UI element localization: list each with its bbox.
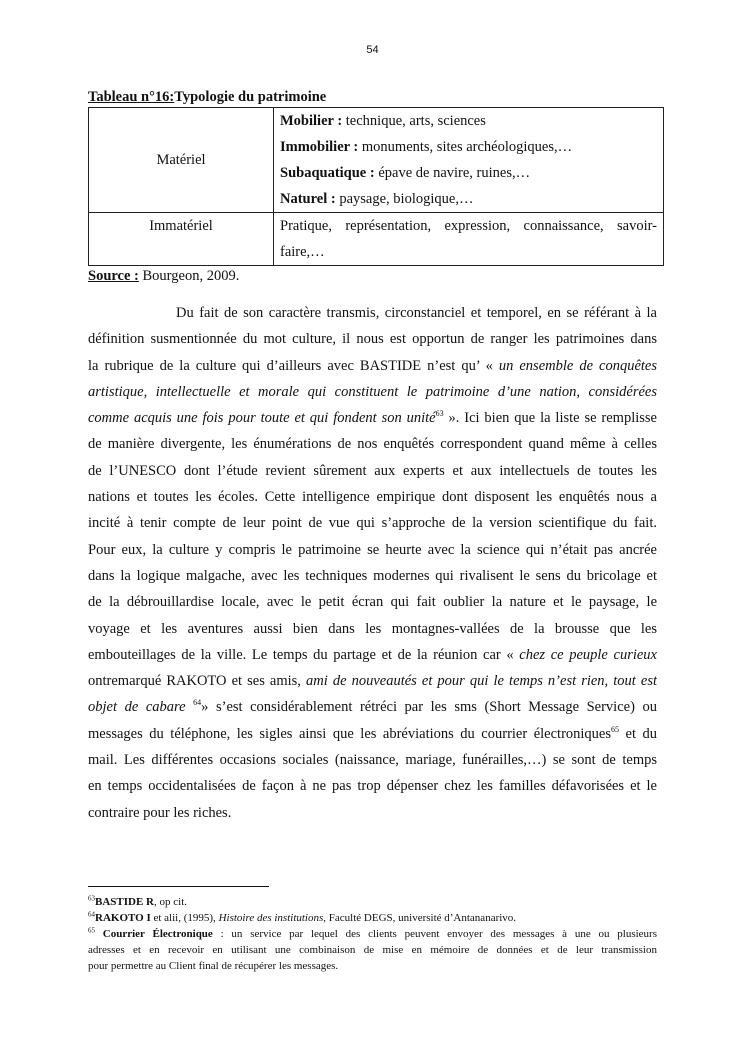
quote-text: un ensemble de conquêtes — [498, 357, 657, 374]
footnote-ref: 65 — [611, 724, 620, 734]
quote-text: artistique, intellectuelle et morale qui constituent le patrimoine d’une nation, considérées — [88, 383, 657, 400]
text-run: contraire pour les riches. — [88, 804, 232, 821]
footnote-number: 63 — [88, 894, 95, 903]
text-run: voyage et les aventures aussi bien dans les montagnes-vallées de la brousse que les — [88, 620, 657, 637]
paragraph-line — [88, 510, 657, 536]
text-run: messages du téléphone, les sigles ainsi que les abréviations du courrier électroniques — [88, 725, 612, 742]
text-run: définition susmentionnée du mot culture, il nous est opportun de ranger les patrimoines dans — [88, 331, 657, 348]
page-number: 54 — [366, 44, 379, 56]
items-cell — [274, 213, 664, 266]
item-label: Mobilier : — [280, 113, 343, 129]
paragraph-line — [88, 589, 657, 615]
item-text: technique, arts, sciences — [342, 113, 486, 129]
quote-text: chez ce peuple curieux — [519, 646, 657, 663]
text-run: dans la logique malgache, avec les techniques modernes qui rivalisent le sens du bricolage et — [88, 567, 657, 584]
quote-text: ami de nouveautés et pour qui le temps n’est rien, tout est — [306, 673, 657, 690]
body-paragraph — [88, 300, 657, 826]
footnote-text: pour permettre au Client final de récupérer les messages. — [88, 960, 339, 972]
heritage-typology-table — [88, 107, 664, 266]
text-run: en temps occidentalisées de façon à ne pas trop dépenser chez les familles défavorisées et le — [88, 778, 657, 795]
paragraph-line — [88, 747, 657, 773]
category-text: Immatériel — [149, 218, 213, 234]
footnote-ref: 64 — [193, 698, 202, 708]
category-cell: Matériel — [89, 108, 274, 213]
paragraph-line — [88, 537, 657, 563]
source-label: Source : — [88, 268, 139, 284]
paragraph-line — [88, 353, 657, 379]
footnote — [88, 910, 657, 926]
footnote-author: Courrier Électronique — [95, 928, 213, 940]
footnote-text: et alii, (1995), — [150, 912, 219, 924]
table-source — [88, 268, 239, 285]
footnote-title: Histoire des institutions — [218, 912, 324, 924]
item-label: Naturel : — [280, 191, 336, 207]
text-run: Pour eux, la culture y compris le patrimoine se heurte avec la science qui n’était pas ancrée — [88, 541, 657, 558]
table-number: Tableau n°16: — [88, 89, 175, 105]
items-cell — [274, 108, 664, 213]
paragraph-line — [88, 405, 657, 431]
text-run: de manière divergente, les énumérations de nos enquêtés correspondent quand même à celles — [88, 436, 657, 453]
footnote-text: , op cit. — [154, 896, 187, 908]
footnote — [88, 958, 657, 974]
paragraph-line — [88, 668, 657, 694]
footnote — [88, 942, 657, 958]
footnote-text: adresses et en recevoir en utilisant une combinaison de mise en mémoire de données et de leur transmission — [88, 944, 657, 956]
text-run: ». Ici bien que la liste se remplisse — [443, 410, 657, 427]
text-run: embouteillages de la ville. Le temps du partage et de la réunion car « — [88, 646, 520, 663]
paragraph-line — [88, 721, 657, 747]
paragraph-line — [88, 300, 657, 326]
paragraph-line — [88, 379, 657, 405]
paragraph-line — [88, 326, 657, 352]
footnote — [88, 894, 657, 910]
paragraph-line — [88, 458, 657, 484]
text-run: ontremarqué RAKOTO et ses amis, — [88, 673, 306, 690]
item-text: épave de navire, ruines,… — [374, 165, 531, 181]
text-run: de la débrouillardise locale, avec le petit écran qui fait oublier la nature et le paysage, le — [88, 594, 657, 611]
table-row — [89, 213, 664, 266]
table-title-text: Typologie du patrimoine — [174, 89, 327, 105]
item-label: Subaquatique : — [280, 165, 375, 181]
text-run: de l’UNESCO dont l’étude revient sûrement aux experts et aux intellectuels de toutes les — [88, 462, 657, 479]
paragraph-line — [88, 563, 657, 589]
footnote-text: , Faculté DEGS, université d’Antananarivo. — [323, 912, 517, 924]
item-text: Pratique, représentation, expression, connaissance, savoir- — [280, 218, 657, 234]
quote-text: comme acquis une fois pour toute et qui fondent son unité — [88, 410, 436, 427]
item-text: faire,… — [280, 244, 325, 260]
footnote-ref: 63 — [435, 409, 444, 419]
paragraph-line — [88, 642, 657, 668]
text-run: nations et toutes les écoles. Cette intelligence empirique dont disposent les enquêtés nous a — [88, 489, 657, 506]
paragraph-line — [88, 800, 657, 826]
item-text: paysage, biologique,… — [335, 191, 474, 207]
paragraph-line — [88, 484, 657, 510]
footnote-text: : un service par lequel des clients peuvent envoyer des messages à une ou plusieurs — [212, 928, 657, 940]
footnote-separator — [88, 886, 269, 887]
paragraph-line — [88, 431, 657, 457]
category-cell — [89, 213, 274, 266]
paragraph-line — [88, 773, 657, 799]
text-run: » s’est considérablement rétréci par les sms (Short Message Service) ou — [201, 699, 657, 716]
text-run: mail. Les différentes occasions sociales (naissance, mariage, funérailles,…) se sont de temps — [88, 752, 657, 769]
footnote-number: 65 — [88, 926, 95, 935]
item-text: monuments, sites archéologiques,… — [358, 139, 573, 155]
text-run: Du fait de son caractère transmis, circonstanciel et temporel, en se référant à la — [176, 305, 657, 321]
table-title — [88, 89, 326, 106]
text-run: la rubrique de la culture qui d’ailleurs avec BASTIDE n’est qu’ « — [88, 357, 499, 374]
source-text: Bourgeon, 2009. — [138, 268, 240, 284]
quote-text: objet de cabare — [88, 699, 194, 716]
item-label: Immobilier : — [280, 139, 359, 155]
paragraph-line — [88, 616, 657, 642]
footnote — [88, 926, 657, 942]
text-run: et du — [619, 725, 657, 742]
footnote-number: 64 — [88, 910, 95, 919]
table-row — [89, 108, 664, 213]
paragraph-line — [88, 694, 657, 720]
footnote-author: RAKOTO I — [95, 912, 151, 924]
footnote-author: BASTIDE R — [95, 896, 154, 908]
text-run: incité à tenir compte de leur point de vue qui s’approche de la version scientifique du fait. — [88, 515, 657, 532]
